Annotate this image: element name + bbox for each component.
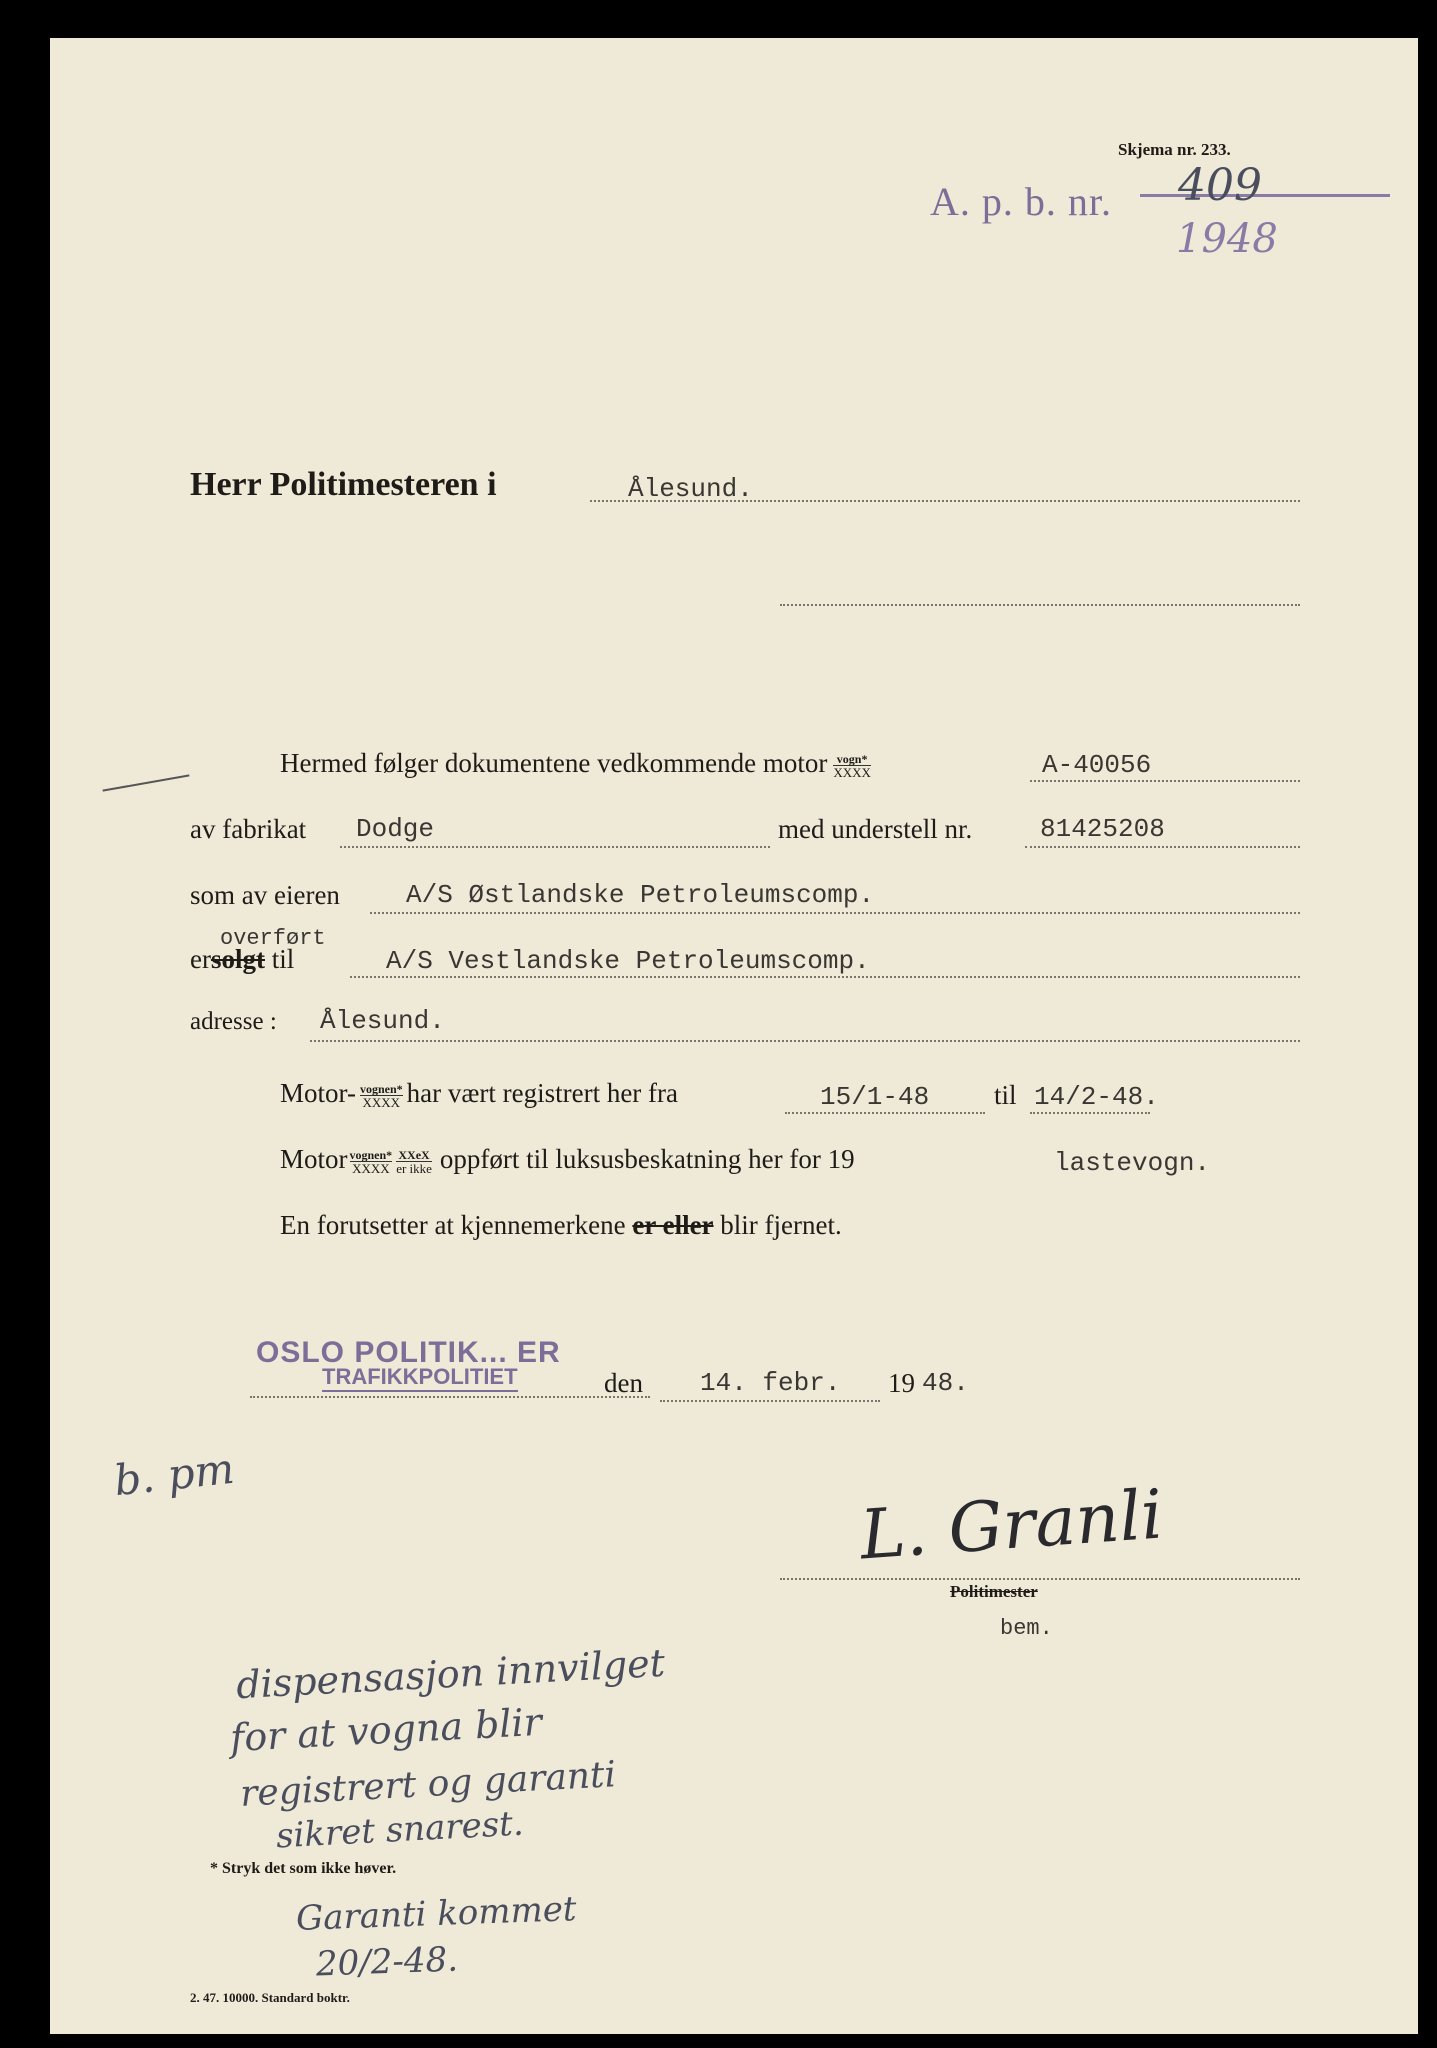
- addressee-line: [590, 500, 1300, 502]
- solgt-struck: solgt: [210, 944, 265, 974]
- documents-text: [280, 748, 877, 779]
- reg-from: 15/1-48: [820, 1082, 930, 1112]
- plates-text: [280, 1210, 842, 1241]
- registration-period-text: [280, 1078, 678, 1109]
- tax-text: [280, 1144, 855, 1175]
- plates-struck: er eller: [632, 1210, 714, 1240]
- addressee-value: Ålesund.: [628, 474, 753, 504]
- make-line: [340, 846, 770, 848]
- note-line-2: for at vogna blir: [229, 1699, 543, 1761]
- plates-a: En forutsetter at kjennemerkene: [280, 1210, 626, 1240]
- reg-text: har vært registrert her fra: [406, 1078, 679, 1108]
- overfort-insert: overført: [220, 926, 326, 951]
- reg-frac-top: vognen*: [359, 1081, 403, 1096]
- owner-value: A/S Østlandske Petroleumscomp.: [406, 880, 875, 910]
- chassis-label: med understell nr.: [778, 814, 973, 844]
- tax-fraction: [350, 1149, 393, 1175]
- tax-prefix: Motor: [280, 1144, 348, 1174]
- address-value: Ålesund.: [320, 1006, 445, 1036]
- signature: L. Granli: [857, 1475, 1166, 1576]
- bem-label: bem.: [1000, 1616, 1053, 1641]
- tax-fraction-2: [396, 1149, 432, 1175]
- signature-line: [780, 1578, 1300, 1580]
- motor-frac-top: vogn*: [836, 751, 868, 766]
- role-struck: Politimester: [950, 1582, 1038, 1601]
- footnote: * Stryk det som ikke høver.: [210, 1860, 397, 1877]
- reg-to-line: [1030, 1112, 1150, 1114]
- note2-line-2: 20/2-48.: [315, 1939, 459, 1985]
- tax-frac2-top: XXeX: [398, 1147, 430, 1162]
- plates-b: blir fjernet.: [720, 1210, 842, 1240]
- den-label: den: [604, 1368, 643, 1398]
- tax-value: lastevogn.: [1054, 1148, 1211, 1178]
- reg-to: 14/2-48.: [1034, 1082, 1159, 1112]
- note-line-3: registrert og garanti: [239, 1754, 617, 1815]
- address-label: adresse :: [190, 1008, 277, 1035]
- make-value: Dodge: [356, 814, 435, 844]
- apb-number: 409: [1178, 160, 1262, 211]
- apb-prefix: A. p. b. nr.: [930, 179, 1112, 224]
- police-stamp-line2: TRAFIKKPOLITIET: [322, 1364, 518, 1392]
- reg-from-line: [785, 1112, 985, 1114]
- chassis-line: [1025, 846, 1300, 848]
- note-line-4: sikret snarest.: [275, 1803, 525, 1857]
- addressee-line-2: [780, 604, 1300, 606]
- note2-line-1: Garanti kommet: [295, 1889, 578, 1939]
- margin-handwriting: b. pm: [111, 1443, 237, 1506]
- place-line: [250, 1396, 650, 1398]
- tax-frac-bot: XXXX: [350, 1161, 393, 1175]
- margin-mark: [102, 774, 189, 791]
- motor-fraction: [833, 753, 871, 779]
- tax-frac2-bot: er ikke: [396, 1160, 432, 1176]
- documents-label: Hermed følger dokumentene vedkommende motor: [280, 748, 828, 778]
- note-line-1: dispensasjon innvilget: [235, 1640, 666, 1708]
- reg-fraction: [360, 1083, 403, 1109]
- apb-year: 1948: [1176, 216, 1278, 262]
- owner-label: som av eieren: [190, 880, 340, 910]
- chassis-value: 81425208: [1040, 814, 1165, 844]
- til-label: til: [271, 944, 295, 974]
- owner-line: [370, 912, 1300, 914]
- er-label: er: [190, 944, 211, 974]
- reg-frac-bot: XXXX: [360, 1095, 403, 1109]
- police-stamp-line1: OSLO POLITIK... ER: [256, 1336, 561, 1369]
- reg-line: [1030, 780, 1300, 782]
- tax-main: oppført til luksusbeskatning her for 19: [439, 1144, 855, 1174]
- apb-stamp: [930, 178, 1112, 225]
- date-value: 14. febr.: [700, 1368, 841, 1398]
- year-prefix: 19: [888, 1368, 915, 1398]
- document-page: [50, 38, 1418, 2034]
- motor-frac-bot: XXXX: [833, 764, 871, 780]
- buyer-line: [350, 976, 1300, 978]
- reg-prefix: Motor-: [280, 1078, 356, 1108]
- addressee-label: Herr Politimesteren i: [190, 466, 497, 503]
- buyer-value: A/S Vestlandske Petroleumscomp.: [386, 946, 870, 976]
- address-line: [310, 1040, 1300, 1042]
- tax-frac-top: vognen*: [349, 1147, 393, 1162]
- date-line: [660, 1400, 880, 1402]
- make-label: av fabrikat: [190, 814, 307, 844]
- year-suffix: 48.: [922, 1368, 969, 1398]
- schema-number: Skjema nr. 233.: [1118, 140, 1231, 159]
- reg-til: til: [994, 1080, 1017, 1110]
- printer-line: 2. 47. 10000. Standard boktr.: [190, 1990, 350, 2005]
- registration-number: A-40056: [1042, 750, 1152, 780]
